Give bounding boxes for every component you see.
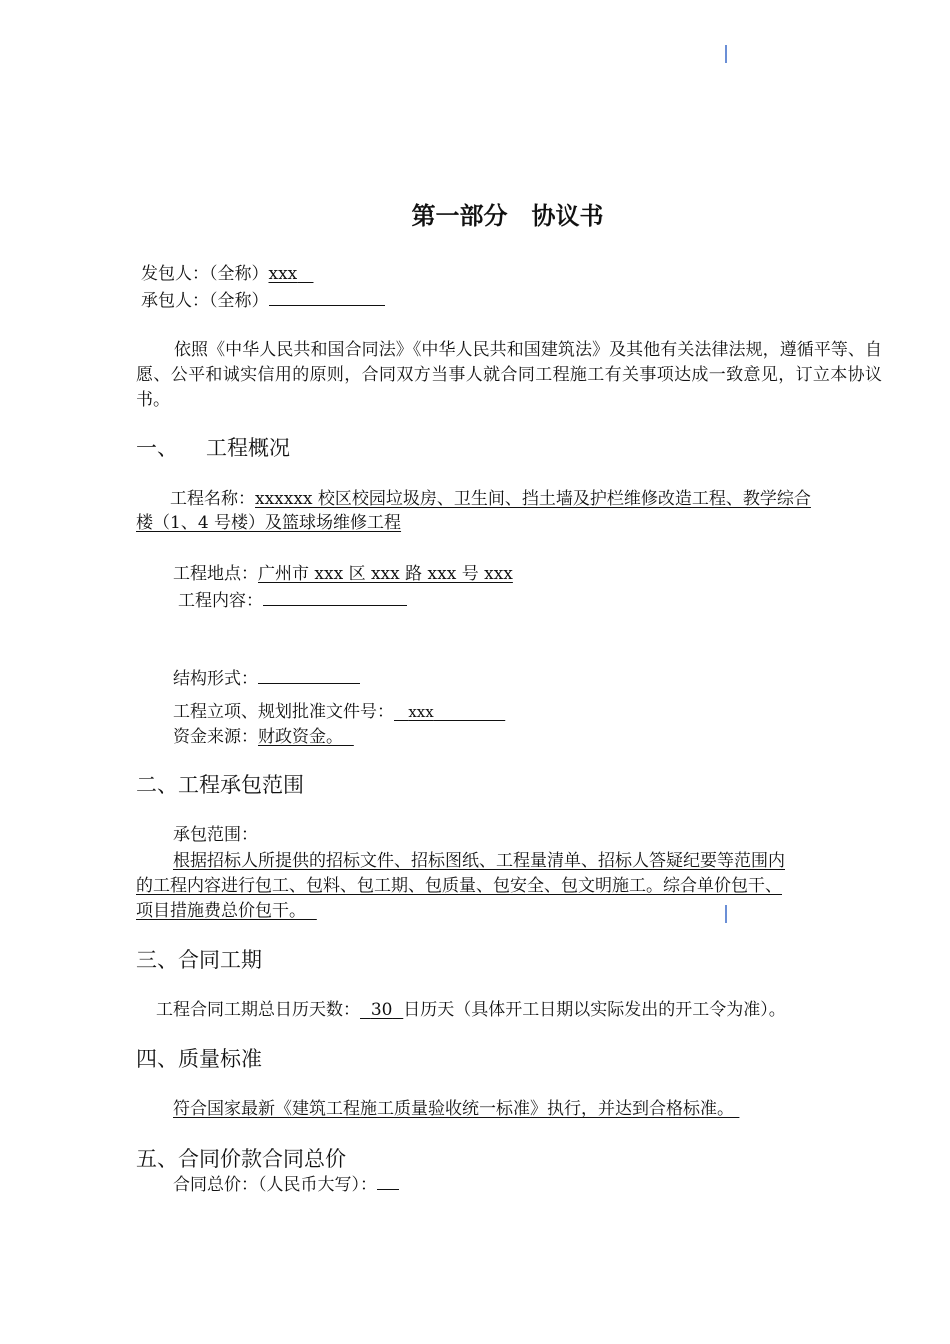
duration-days-value: 30 xyxy=(370,1000,393,1020)
duration-line xyxy=(156,998,786,1023)
scope-underline xyxy=(306,901,317,921)
project-location-line xyxy=(173,562,513,587)
price-blank xyxy=(377,1171,399,1190)
funding-underline xyxy=(343,727,354,747)
project-name-line1 xyxy=(170,487,811,512)
scope-line-1: 根据招标人所提供的招标文件、招标图纸、工程量清单、招标人答疑纪要等范围内 xyxy=(173,851,785,871)
employer-line xyxy=(141,262,313,287)
funding-label: 资金来源： xyxy=(173,727,258,747)
contractor-label: 承包人：（全称） xyxy=(141,291,269,311)
quality-underline xyxy=(734,1099,739,1119)
intro-paragraph: 依照《中华人民共和国合同法》《中华人民共和国建筑法》及其他有关法律法规，遵循平等、自愿、公平和诚实信用的原则，合同双方当事人就合同工程施工有关事项达成一致意见，订立本协议书。 xyxy=(136,340,882,410)
funding-value: 财政资金。 xyxy=(258,727,343,747)
quality-text: 符合国家最新《建筑工程施工质量验收统一标准》执行，并达到合格标准。 xyxy=(173,1099,734,1119)
scope-line-3-wrap xyxy=(136,899,317,924)
duration-days xyxy=(360,1000,403,1020)
price-line xyxy=(173,1171,399,1198)
structure-blank xyxy=(258,665,360,684)
section-heading-5: 五、合同价款合同总价 xyxy=(136,1147,346,1171)
employer-value: xxx xyxy=(268,264,298,284)
section-heading-3: 三、合同工期 xyxy=(136,948,262,972)
project-name-line2: 楼（1、4 号楼）及篮球场维修工程 xyxy=(136,513,402,533)
approval-value xyxy=(394,700,514,725)
section-heading-1 xyxy=(136,434,290,462)
duration-text-after: 日历天（具体开工日期以实际发出的开工令为准）。 xyxy=(403,1000,786,1020)
project-name-value: xxxxxx 校区校园垃圾房、卫生间、挡土墙及护栏维修改造工程、教学综合 xyxy=(255,489,811,509)
page-title: 第一部分 协议书 xyxy=(411,202,604,230)
project-name-label: 工程名称： xyxy=(170,489,255,509)
contractor-blank xyxy=(269,287,385,306)
contractor-line xyxy=(141,287,385,314)
employer-underline xyxy=(297,264,313,284)
scope-line-2: 的工程内容进行包工、包料、包工期、包质量、包安全、包文明施工。综合单价包干、 xyxy=(136,876,782,896)
project-content-line xyxy=(178,587,407,614)
section-heading-2: 二、工程承包范围 xyxy=(136,773,304,797)
structure-line xyxy=(173,665,360,692)
content-blank xyxy=(263,587,407,606)
section-heading-4: 四、质量标准 xyxy=(136,1047,262,1071)
location-value: 广州市 xxx 区 xxx 路 xxx 号 xxx xyxy=(258,564,513,584)
approval-value-text: xxx xyxy=(408,703,434,721)
employer-label: 发包人：（全称） xyxy=(141,264,269,284)
margin-marker xyxy=(725,45,727,63)
section-1-title: 工程概况 xyxy=(206,436,290,460)
approval-label: 工程立项、规划批准文件号： xyxy=(173,702,394,722)
structure-label: 结构形式： xyxy=(173,669,258,689)
quality-line xyxy=(173,1097,739,1122)
scope-label: 承包范围： xyxy=(173,825,258,845)
section-1-number: 一、 xyxy=(136,436,178,460)
content-label: 工程内容： xyxy=(178,591,263,611)
approval-line xyxy=(173,700,514,725)
location-label: 工程地点： xyxy=(173,564,258,584)
scope-line-3: 项目措施费总价包干。 xyxy=(136,901,306,921)
funding-line xyxy=(173,725,354,750)
price-label: 合同总价：（人民币大写）： xyxy=(173,1175,377,1195)
duration-text-before: 工程合同工期总日历天数： xyxy=(156,1000,360,1020)
margin-marker xyxy=(725,905,727,923)
